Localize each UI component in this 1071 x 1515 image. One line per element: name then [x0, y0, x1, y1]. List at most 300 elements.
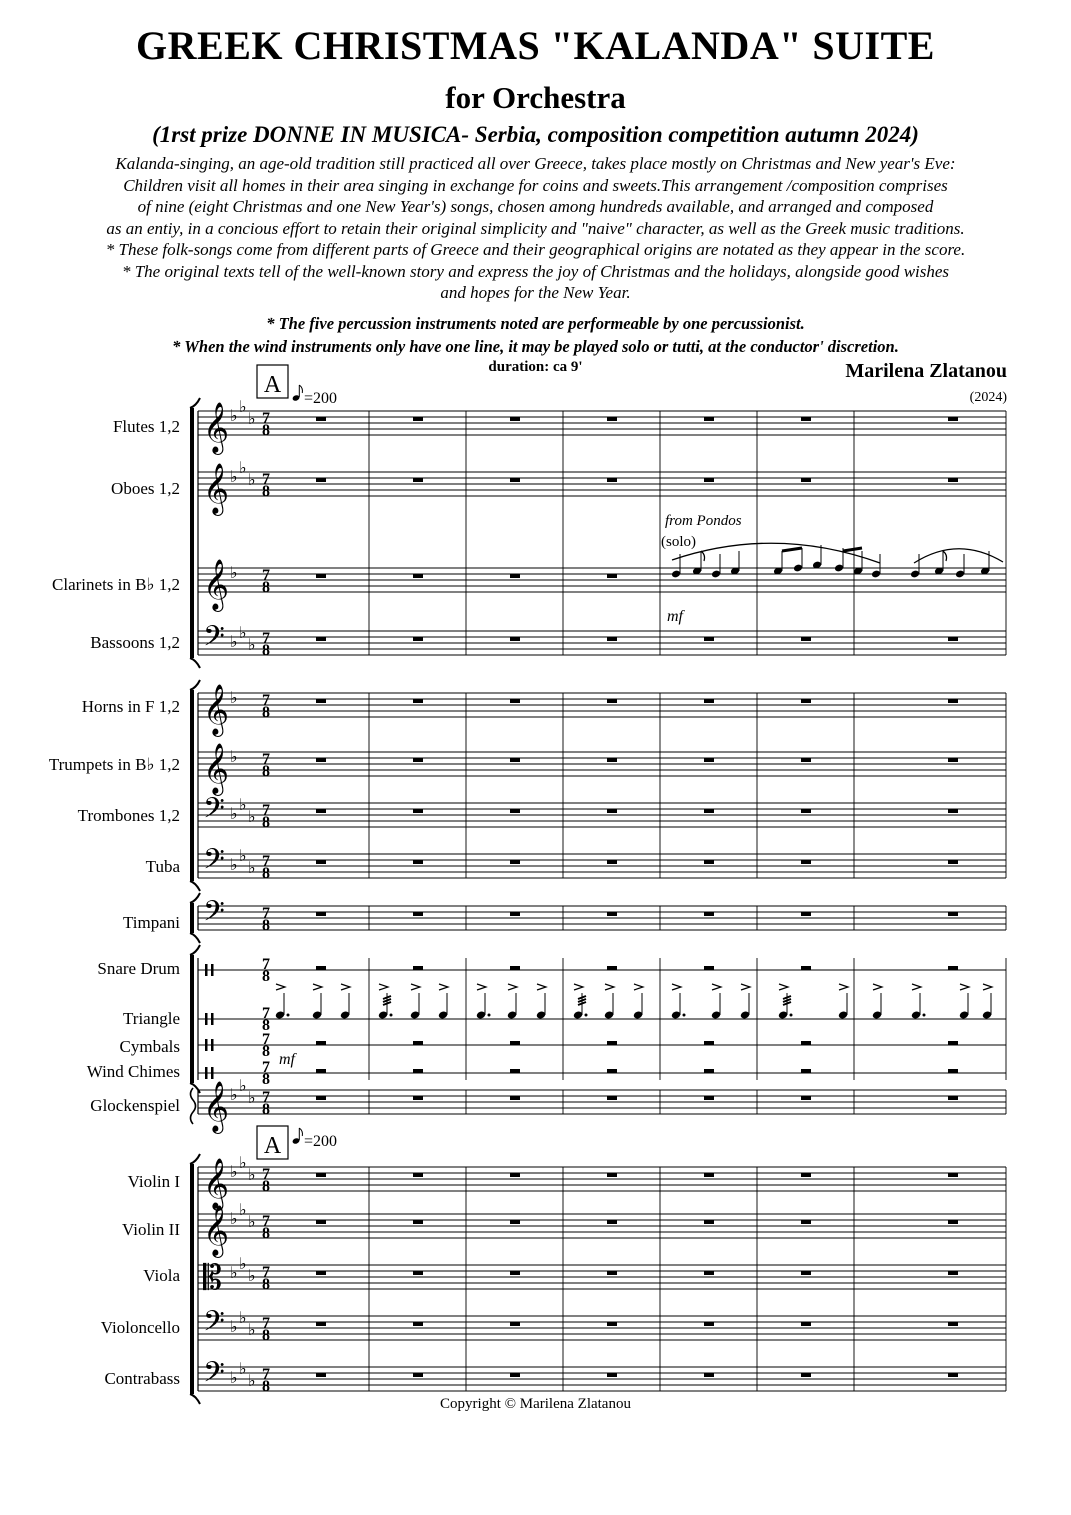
accent-mark [341, 984, 350, 990]
percussion-clef-icon [205, 964, 208, 976]
time-sig-top: 7 [262, 567, 270, 584]
label-oboes: Oboes 1,2 [111, 479, 180, 498]
program-note-line: * The original texts tell of the well-known story and express the joy of Christmas and the holidays, alongside good wishes [121, 261, 950, 281]
measure-rest [413, 699, 423, 703]
accent-mark [712, 984, 721, 990]
accent-mark [537, 984, 546, 990]
flat-icon: ♭ [248, 1214, 256, 1231]
measure-rest [316, 1041, 326, 1045]
time-sig-bottom: 8 [262, 1101, 270, 1118]
bracket-hook [190, 680, 200, 690]
bracket-hook [190, 881, 200, 891]
time-sig-top: 7 [262, 692, 270, 709]
measure-rest [510, 1220, 520, 1224]
measure-rest [510, 860, 520, 864]
label-horns: Horns in F 1,2 [81, 697, 180, 716]
tempo-marking: =200 [304, 390, 338, 407]
flat-icon: ♭ [248, 1268, 256, 1285]
flat-icon: ♭ [230, 1319, 238, 1336]
measure-rest [316, 966, 326, 970]
measure-rest [607, 1041, 617, 1045]
measure-rest [316, 478, 326, 482]
percussion-clef-icon [205, 1039, 208, 1051]
time-sig-bottom: 8 [262, 1043, 270, 1060]
duration: duration: ca 9' [488, 359, 583, 375]
measure-rest [704, 417, 714, 421]
time-sig-bottom: 8 [262, 1017, 270, 1034]
flat-icon: ♭ [230, 1370, 238, 1387]
composition-year: (2024) [969, 390, 1007, 405]
time-sig-bottom: 8 [262, 814, 270, 831]
bass-clef-icon: 𝄢 [203, 897, 225, 934]
flat-icon: ♭ [239, 625, 247, 642]
measure-rest [510, 809, 520, 813]
measure-rest [607, 1220, 617, 1224]
bass-clef-icon: 𝄢 [203, 845, 225, 882]
measure-rest [704, 1041, 714, 1045]
time-sig-top: 7 [262, 1031, 270, 1048]
flat-icon: ♭ [230, 469, 238, 486]
time-sig-top: 7 [262, 630, 270, 647]
measure-rest [316, 637, 326, 641]
beam [782, 548, 802, 551]
measure-rest [704, 1173, 714, 1177]
bracket-bar [190, 1164, 194, 1394]
bracket-hook [190, 398, 200, 408]
measure-rest [316, 574, 326, 578]
time-sig-top: 7 [262, 1059, 270, 1076]
program-note-line: as an entiy, in a concious effort to retain their original simplicity and "naive" character, as well as the Greek music traditions. [106, 218, 965, 238]
measure-rest [316, 809, 326, 813]
measure-rest [801, 1096, 811, 1100]
slur [914, 549, 1003, 563]
measure-rest [801, 478, 811, 482]
measure-rest [316, 699, 326, 703]
bracket-hook [190, 893, 200, 903]
measure-rest [316, 1271, 326, 1275]
bracket-hook [190, 945, 200, 955]
label-triangle: Triangle [123, 1009, 180, 1028]
percussion-clef-icon [211, 1013, 214, 1025]
accent-mark [983, 984, 992, 990]
measure-rest [801, 966, 811, 970]
alto-clef-icon: 𝄡 [203, 1260, 222, 1297]
accent-mark [741, 984, 750, 990]
bass-clef-icon: 𝄢 [203, 1358, 225, 1395]
measure-rest [413, 758, 423, 762]
time-sig-bottom: 8 [262, 422, 270, 439]
time-sig-top: 7 [262, 1315, 270, 1332]
label-trumpets: Trumpets in B♭ 1,2 [48, 755, 180, 774]
measure-rest [413, 637, 423, 641]
accent-mark [313, 984, 322, 990]
note-flag [943, 551, 947, 561]
time-signatures [262, 410, 270, 1395]
flat-icon: ♭ [239, 1361, 247, 1378]
measure-rest [948, 758, 958, 762]
time-sig-bottom: 8 [262, 1225, 270, 1242]
label-cymbals: Cymbals [119, 1037, 180, 1056]
measure-rest [948, 1096, 958, 1100]
accent-mark [508, 984, 517, 990]
measure-rest [413, 1096, 423, 1100]
composer-name: Marilena Zlatanou [845, 360, 1007, 382]
time-sig-bottom: 8 [262, 1378, 270, 1395]
winds-note: * When the wind instruments only have one line, it may be played solo or tutti, at the conductor' discretion. [172, 337, 899, 356]
flat-icon: ♭ [239, 1256, 247, 1273]
flat-icon: ♭ [230, 690, 238, 707]
flat-icon: ♭ [239, 1310, 247, 1327]
time-sig-bottom: 8 [262, 1276, 270, 1293]
measure-rest [607, 637, 617, 641]
label-flutes: Flutes 1,2 [112, 417, 180, 436]
bass-clef-icon: 𝄢 [203, 622, 225, 659]
rehearsal-mark: A [263, 372, 282, 398]
measure-rest [510, 1069, 520, 1073]
treble-clef-icon: 𝄞 [203, 560, 230, 609]
flat-icon: ♭ [230, 1087, 238, 1104]
measure-rest [948, 1173, 958, 1177]
time-sig-top: 7 [262, 802, 270, 819]
treble-clef-icon: 𝄞 [203, 464, 230, 513]
time-sig-top: 7 [262, 751, 270, 768]
flat-icon: ♭ [230, 806, 238, 823]
copyright: Copyright © Marilena Zlatanou [440, 1396, 631, 1412]
measure-rest [510, 1271, 520, 1275]
flat-icon: ♭ [230, 1211, 238, 1228]
treble-clef-icon: 𝄞 [203, 1206, 230, 1255]
measure-rest [607, 699, 617, 703]
treble-clef-icon: 𝄞 [203, 1082, 230, 1131]
label-snare-drum: Snare Drum [97, 959, 180, 978]
accent-mark [960, 984, 969, 990]
time-sig-top: 7 [262, 1005, 270, 1022]
measure-rest [413, 1220, 423, 1224]
flat-icon: ♭ [239, 1078, 247, 1095]
measure-rest [801, 417, 811, 421]
measure-rest [316, 860, 326, 864]
accent-mark [779, 984, 788, 990]
label-trombones: Trombones 1,2 [77, 806, 180, 825]
flat-icon: ♭ [248, 411, 256, 428]
measure-rest [704, 912, 714, 916]
notes [275, 543, 1003, 1019]
measure-rest [948, 1322, 958, 1326]
measure-rest [801, 1220, 811, 1224]
program-note-line: and hopes for the New Year. [440, 283, 631, 302]
program-note-line: Kalanda-singing, an age-old tradition still practiced all over Greece, takes place mostly on Christmas and New year's Eve: [115, 154, 956, 173]
time-sig-bottom: 8 [262, 1327, 270, 1344]
flat-icon: ♭ [230, 1265, 238, 1282]
measure-rest [704, 478, 714, 482]
label-tuba: Tuba [145, 857, 180, 876]
score-title: GREEK CHRISTMAS "KALANDA" SUITE [136, 23, 935, 68]
bracket-bar [190, 955, 194, 1083]
solo-annotation: (solo) [661, 534, 696, 550]
key-signatures [230, 399, 256, 1390]
measure-rest [510, 478, 520, 482]
time-sig-bottom: 8 [262, 968, 270, 985]
measure-rest [801, 1373, 811, 1377]
accent-mark [634, 984, 643, 990]
bracket-bar [190, 690, 194, 881]
flat-icon: ♭ [239, 460, 247, 477]
measure-rest [607, 1096, 617, 1100]
measure-rest [704, 1322, 714, 1326]
measure-rest [948, 1271, 958, 1275]
flat-icon: ♭ [239, 1155, 247, 1172]
note-flag [701, 551, 705, 561]
measure-rest [607, 809, 617, 813]
measure-rest [704, 1271, 714, 1275]
percussion-clef-icon [211, 964, 214, 976]
accent-mark [605, 984, 614, 990]
measure-rest [316, 417, 326, 421]
tempo-marking: =200 [304, 1133, 338, 1150]
measure-rest [801, 1069, 811, 1073]
label-violin-1: Violin I [127, 1172, 180, 1191]
measure-rest [948, 699, 958, 703]
flat-icon: ♭ [248, 860, 256, 877]
measure-rest [704, 1220, 714, 1224]
measure-rest [413, 478, 423, 482]
measure-rest [510, 1373, 520, 1377]
flat-icon: ♭ [248, 809, 256, 826]
program-note-line: * These folk-songs come from different parts of Greece and their geographical origins are notated as they appear in the score. [105, 240, 966, 259]
bracket-hook [190, 933, 200, 943]
bass-clef-icon: 𝄢 [203, 1307, 225, 1344]
label-violoncello: Violoncello [100, 1318, 180, 1337]
flat-icon: ♭ [248, 1090, 256, 1107]
flat-icon: ♭ [230, 749, 238, 766]
flat-icon: ♭ [239, 1202, 247, 1219]
measure-rest [510, 1173, 520, 1177]
flat-icon: ♭ [248, 1167, 256, 1184]
percussion-clef-icon [205, 1067, 208, 1079]
measure-rest [413, 1173, 423, 1177]
measure-rest [510, 1041, 520, 1045]
measure-rest [607, 1373, 617, 1377]
clefs [203, 403, 229, 1395]
measure-rest [607, 417, 617, 421]
measure-rest [948, 966, 958, 970]
accent-mark [672, 984, 681, 990]
measure-rest [413, 860, 423, 864]
measure-rest [510, 1322, 520, 1326]
measure-rest [948, 417, 958, 421]
dynamic-mf: mf [667, 608, 683, 625]
flat-icon: ♭ [248, 1373, 256, 1390]
flat-icon: ♭ [248, 472, 256, 489]
time-sig-bottom: 8 [262, 483, 270, 500]
augmentation-dot [790, 1014, 793, 1017]
augmentation-dot [390, 1014, 393, 1017]
treble-clef-icon: 𝄞 [203, 403, 230, 452]
measure-rest [607, 574, 617, 578]
flat-icon: ♭ [230, 565, 238, 582]
measure-rest [510, 637, 520, 641]
measure-rest [704, 966, 714, 970]
measure-rest [948, 1220, 958, 1224]
measure-rest [413, 912, 423, 916]
measure-rest [704, 1096, 714, 1100]
time-sig-bottom: 8 [262, 917, 270, 934]
augmentation-dot [683, 1014, 686, 1017]
measure-rest [948, 860, 958, 864]
time-sig-top: 7 [262, 471, 270, 488]
measure-rest [510, 1096, 520, 1100]
measure-rest [704, 758, 714, 762]
staff-lines [198, 411, 1006, 1391]
measure-rest [948, 1069, 958, 1073]
time-sig-bottom: 8 [262, 642, 270, 659]
flat-icon: ♭ [230, 634, 238, 651]
label-glockenspiel: Glockenspiel [90, 1096, 180, 1115]
measure-rest [413, 417, 423, 421]
score-subtitle: for Orchestra [445, 80, 626, 115]
time-sig-top: 7 [262, 956, 270, 973]
measure-rest [413, 1271, 423, 1275]
treble-clef-icon: 𝄞 [203, 744, 230, 793]
flat-icon: ♭ [248, 1322, 256, 1339]
augmentation-dot [287, 1014, 290, 1017]
label-violin-2: Violin II [122, 1220, 180, 1239]
measure-rest [704, 1069, 714, 1073]
accent-mark [477, 984, 486, 990]
measure-rest [607, 1173, 617, 1177]
measure-rest [948, 1041, 958, 1045]
measure-rest [948, 637, 958, 641]
measure-rest [801, 699, 811, 703]
rehearsal-mark: A [263, 1133, 282, 1159]
time-sig-bottom: 8 [262, 763, 270, 780]
measure-rest [801, 1173, 811, 1177]
measure-rest [510, 758, 520, 762]
measure-rest [801, 809, 811, 813]
measure-rest [510, 574, 520, 578]
measure-rest [413, 1373, 423, 1377]
measure-rest [948, 912, 958, 916]
treble-clef-icon: 𝄞 [203, 1159, 230, 1208]
measure-rest [801, 758, 811, 762]
time-sig-top: 7 [262, 905, 270, 922]
time-sig-top: 7 [262, 410, 270, 427]
measure-rest [704, 637, 714, 641]
measure-rest [801, 1322, 811, 1326]
percussion-clef-icon [211, 1067, 214, 1079]
flat-icon: ♭ [239, 848, 247, 865]
measure-rest [413, 966, 423, 970]
measure-rest [704, 860, 714, 864]
measure-rest [316, 1069, 326, 1073]
time-sig-bottom: 8 [262, 865, 270, 882]
prize-line: (1rst prize DONNE IN MUSICA- Serbia, composition competition autumn 2024) [152, 122, 919, 147]
measure-rest [413, 574, 423, 578]
time-sig-top: 7 [262, 1264, 270, 1281]
percussion-note: * The five percussion instruments noted are performeable by one percussionist. [266, 314, 805, 333]
accent-mark [276, 984, 285, 990]
flat-icon: ♭ [239, 399, 247, 416]
accent-mark [379, 984, 388, 990]
measure-rest [413, 1322, 423, 1326]
label-wind-chimes: Wind Chimes [86, 1062, 180, 1081]
measure-rest [316, 1173, 326, 1177]
accent-mark [411, 984, 420, 990]
dynamic-mf: mf [279, 1051, 295, 1068]
time-sig-top: 7 [262, 1089, 270, 1106]
time-sig-top: 7 [262, 1213, 270, 1230]
flat-icon: ♭ [239, 797, 247, 814]
augmentation-dot [923, 1014, 926, 1017]
flat-icon: ♭ [230, 857, 238, 874]
accent-mark [439, 984, 448, 990]
measure-rest [704, 809, 714, 813]
percussion-clef-icon [211, 1039, 214, 1051]
measure-rest [801, 1271, 811, 1275]
measure-rest [607, 912, 617, 916]
measure-rest [316, 1220, 326, 1224]
measure-rest [801, 1041, 811, 1045]
brace [191, 1088, 196, 1124]
time-sig-top: 7 [262, 1366, 270, 1383]
barlines [198, 411, 1006, 1391]
bracket-bar [190, 408, 194, 658]
measure-rest [510, 417, 520, 421]
bass-clef-icon: 𝄢 [203, 794, 225, 831]
time-sig-bottom: 8 [262, 704, 270, 721]
program-note-line: of nine (eight Christmas and one New Year's) songs, chosen among hundreds available, and arranged and composed [137, 197, 934, 216]
percussion-clef-icon [205, 1013, 208, 1025]
measure-rest [510, 966, 520, 970]
measure-rest [510, 699, 520, 703]
measure-rest [948, 809, 958, 813]
flat-icon: ♭ [230, 408, 238, 425]
measure-rest [607, 1271, 617, 1275]
flat-icon: ♭ [230, 1164, 238, 1181]
time-sig-top: 7 [262, 853, 270, 870]
measure-rest [413, 809, 423, 813]
measure-rest [704, 699, 714, 703]
measure-rest [607, 860, 617, 864]
measure-rest [801, 637, 811, 641]
measure-rest [316, 1322, 326, 1326]
time-sig-top: 7 [262, 1166, 270, 1183]
augmentation-dot [585, 1014, 588, 1017]
measure-rest [607, 1322, 617, 1326]
measure-rest [948, 478, 958, 482]
label-bassoons: Bassoons 1,2 [90, 633, 180, 652]
measure-rest [316, 1373, 326, 1377]
augmentation-dot [488, 1014, 491, 1017]
measure-rest [316, 912, 326, 916]
label-timpani: Timpani [122, 913, 180, 932]
measure-rest [413, 1069, 423, 1073]
program-note-line: Children visit all homes in their area singing in exchange for coins and sweets.This arrangement /composition comprises [123, 175, 948, 195]
flat-icon: ♭ [248, 637, 256, 654]
measure-rest [801, 912, 811, 916]
measure-rest [510, 912, 520, 916]
label-contrabass: Contrabass [104, 1369, 180, 1388]
measure-rest [948, 1373, 958, 1377]
beam [843, 548, 862, 551]
bracket-bar [190, 903, 194, 933]
measure-rest [607, 478, 617, 482]
measure-rest [316, 1096, 326, 1100]
accent-mark [912, 984, 921, 990]
measure-rest [413, 1041, 423, 1045]
treble-clef-icon: 𝄞 [203, 685, 230, 734]
origin-annotation: from Pondos [665, 513, 742, 529]
